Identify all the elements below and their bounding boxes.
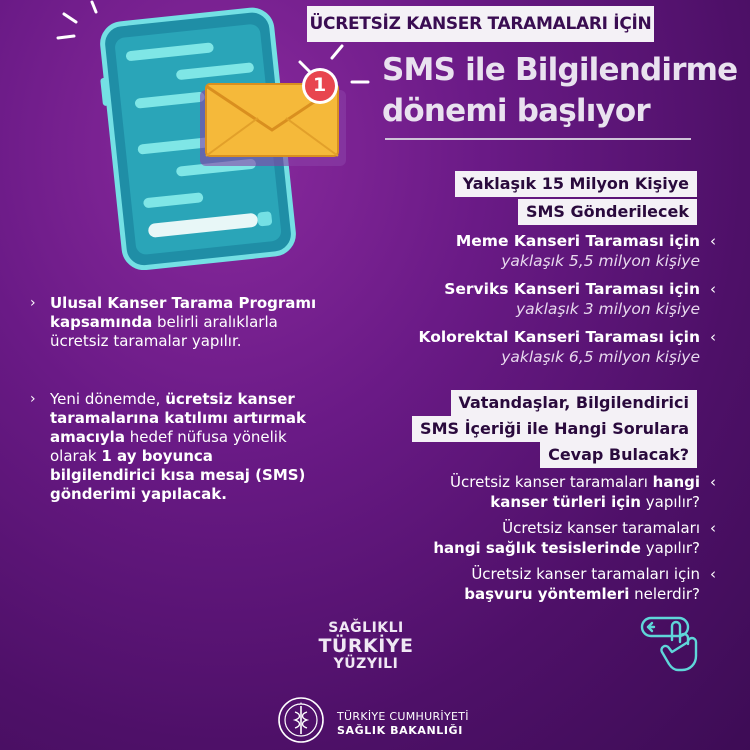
questions-label-3: Cevap Bulacak? (540, 442, 697, 468)
hand-tap-icon (640, 612, 702, 674)
info-paragraph-1 (30, 294, 320, 351)
question-text: nelerdir? (634, 585, 700, 603)
question-text: yapılır? (645, 539, 700, 557)
question-bold: kanser türleri için (490, 493, 641, 511)
chevron-right-icon: › (30, 391, 36, 407)
logo-line-3: YÜZYILI (333, 656, 399, 672)
ministry-line-2: SAĞLIK BAKANLIĞI (337, 724, 463, 737)
screening-item-meme (456, 231, 700, 271)
chevron-left-icon: ‹ (710, 280, 716, 298)
info-2-c: hedef nüfusa yönelik olarak (50, 428, 287, 465)
page-title (382, 50, 742, 132)
question-text: yapılır? (645, 493, 700, 511)
screening-item-kolorektal (418, 327, 700, 367)
chevron-right-icon: › (30, 295, 36, 311)
info-2-a: Yeni dönemde, (50, 390, 161, 408)
screening-item-serviks (444, 279, 700, 319)
ministry-logo (275, 694, 535, 746)
notification-count: 1 (313, 74, 327, 96)
header-divider (385, 138, 691, 140)
screening-count: yaklaşık 5,5 milyon kişiye (501, 252, 700, 270)
info-1-rest: belirli aralıklarla ücretsiz taramalar yapılır. (50, 313, 278, 350)
info-paragraph-2 (30, 390, 320, 504)
screening-count: yaklaşık 6,5 milyon kişiye (501, 348, 700, 366)
chevron-left-icon: ‹ (710, 565, 716, 583)
screening-name: Serviks Kanseri Taraması için (444, 280, 700, 298)
chevron-left-icon: ‹ (710, 519, 716, 537)
chevron-left-icon: ‹ (710, 328, 716, 346)
title-line-1: SMS ile Bilgilendirme (382, 52, 738, 88)
question-bold: hangi (652, 473, 700, 491)
questions-label-2: SMS İçeriği ile Hangi Sorulara (412, 416, 697, 442)
question-item-3 (464, 564, 700, 604)
screening-name: Kolorektal Kanseri Taraması için (418, 328, 700, 346)
question-item-1 (450, 472, 700, 512)
question-bold: hangi sağlık tesislerinde (433, 539, 641, 557)
chevron-left-icon: ‹ (710, 232, 716, 250)
question-item-2 (433, 518, 700, 558)
question-text: Ücretsiz kanser taramaları (502, 519, 700, 537)
question-text: Ücretsiz kanser taramaları (450, 473, 648, 491)
ministry-line-1: TÜRKİYE CUMHURİYETİ (337, 710, 469, 723)
info-2-d: 1 ay boyunca bilgilendirici kısa mesaj (SMS) gönderimi yapılacak. (50, 447, 306, 503)
header-badge: ÜCRETSİZ KANSER TARAMALARI İÇİN (307, 6, 654, 42)
logo-line-1: SAĞLIKLI (328, 620, 404, 636)
logo-line-2: TÜRKİYE (318, 635, 414, 657)
question-text: Ücretsiz kanser taramaları için (471, 565, 700, 583)
screening-name: Meme Kanseri Taraması için (455, 232, 700, 250)
recipients-label-2: SMS Gönderilecek (518, 199, 697, 225)
info-2-b: ücretsiz kanser taramalarına katılımı artırmak amacıyla (50, 390, 307, 446)
title-line-2: dönemi başlıyor (382, 93, 650, 129)
questions-label-1: Vatandaşlar, Bilgilendirici (451, 390, 698, 416)
info-1-bold: Ulusal Kanser Tarama Programı kapsamında (50, 294, 317, 331)
ministry-emblem-icon (277, 696, 325, 744)
question-bold: başvuru yöntemleri (464, 585, 630, 603)
chevron-left-icon: ‹ (710, 473, 716, 491)
recipients-label-1: Yaklaşık 15 Milyon Kişiye (455, 171, 697, 197)
saglikli-turkiye-logo (316, 620, 416, 672)
screening-count: yaklaşık 3 milyon kişiye (515, 300, 700, 318)
